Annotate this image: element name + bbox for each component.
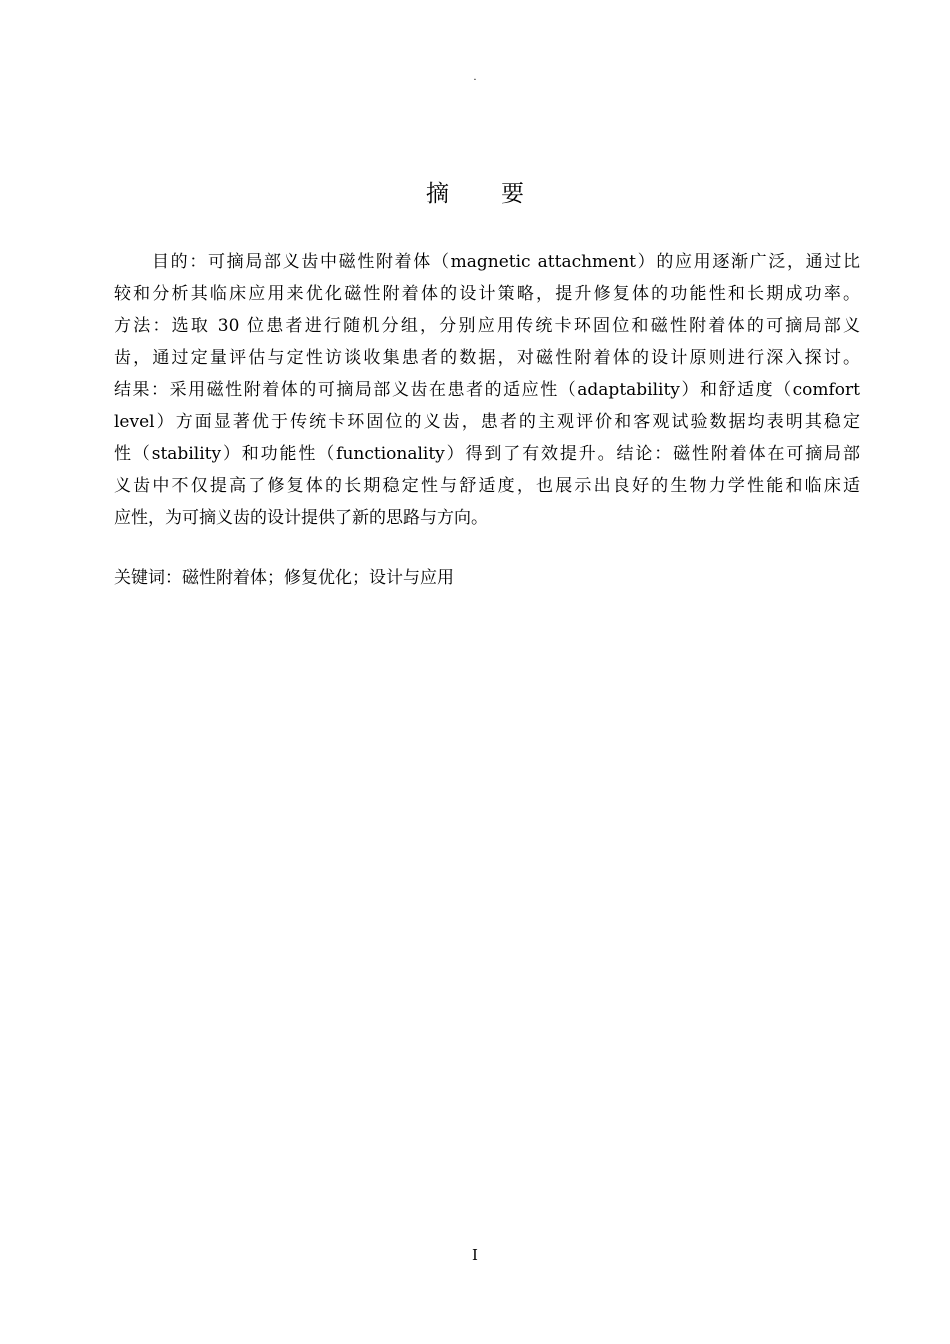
keywords-line	[114, 563, 860, 593]
abstract-line: 应性，为可摘义齿的设计提供了新的思路与方向。	[114, 508, 488, 528]
header-mark: .	[473, 72, 477, 83]
abstract-title-first-char: 摘	[426, 181, 449, 207]
abstract-line: 较和分析其临床应用来优化磁性附着体的设计策略，提升修复体的功能性和长期成功率。	[114, 284, 860, 304]
abstract-line: level）方面显著优于传统卡环固位的义齿，患者的主观评价和客观试验数据均表明其稳定	[114, 412, 860, 432]
page-number: I	[472, 1246, 478, 1264]
abstract-line: 齿，通过定量评估与定性访谈收集患者的数据，对磁性附着体的设计原则进行深入探讨。	[114, 348, 860, 368]
abstract-line: 性（stability）和功能性（functionality）得到了有效提升。结论：磁性附着体在可摘局部	[114, 444, 860, 464]
abstract-line: 义齿中不仅提高了修复体的长期稳定性与舒适度，也展示出良好的生物力学性能和临床适	[114, 476, 860, 496]
abstract-body	[114, 246, 860, 534]
keywords-text: 磁性附着体；修复优化；设计与应用	[182, 568, 454, 588]
keywords-label: 关键词：	[114, 568, 182, 588]
abstract-line: 方法：选取 30 位患者进行随机分组，分别应用传统卡环固位和磁性附着体的可摘局部义	[114, 316, 860, 336]
abstract-title-second-char: 要	[501, 181, 524, 207]
abstract-line: 结果：采用磁性附着体的可摘局部义齿在患者的适应性（adaptability）和舒适度（comfort	[114, 380, 860, 400]
abstract-line: 目的：可摘局部义齿中磁性附着体（magnetic attachment）的应用逐渐广泛，通过比	[152, 252, 860, 272]
abstract-title	[0, 178, 950, 210]
